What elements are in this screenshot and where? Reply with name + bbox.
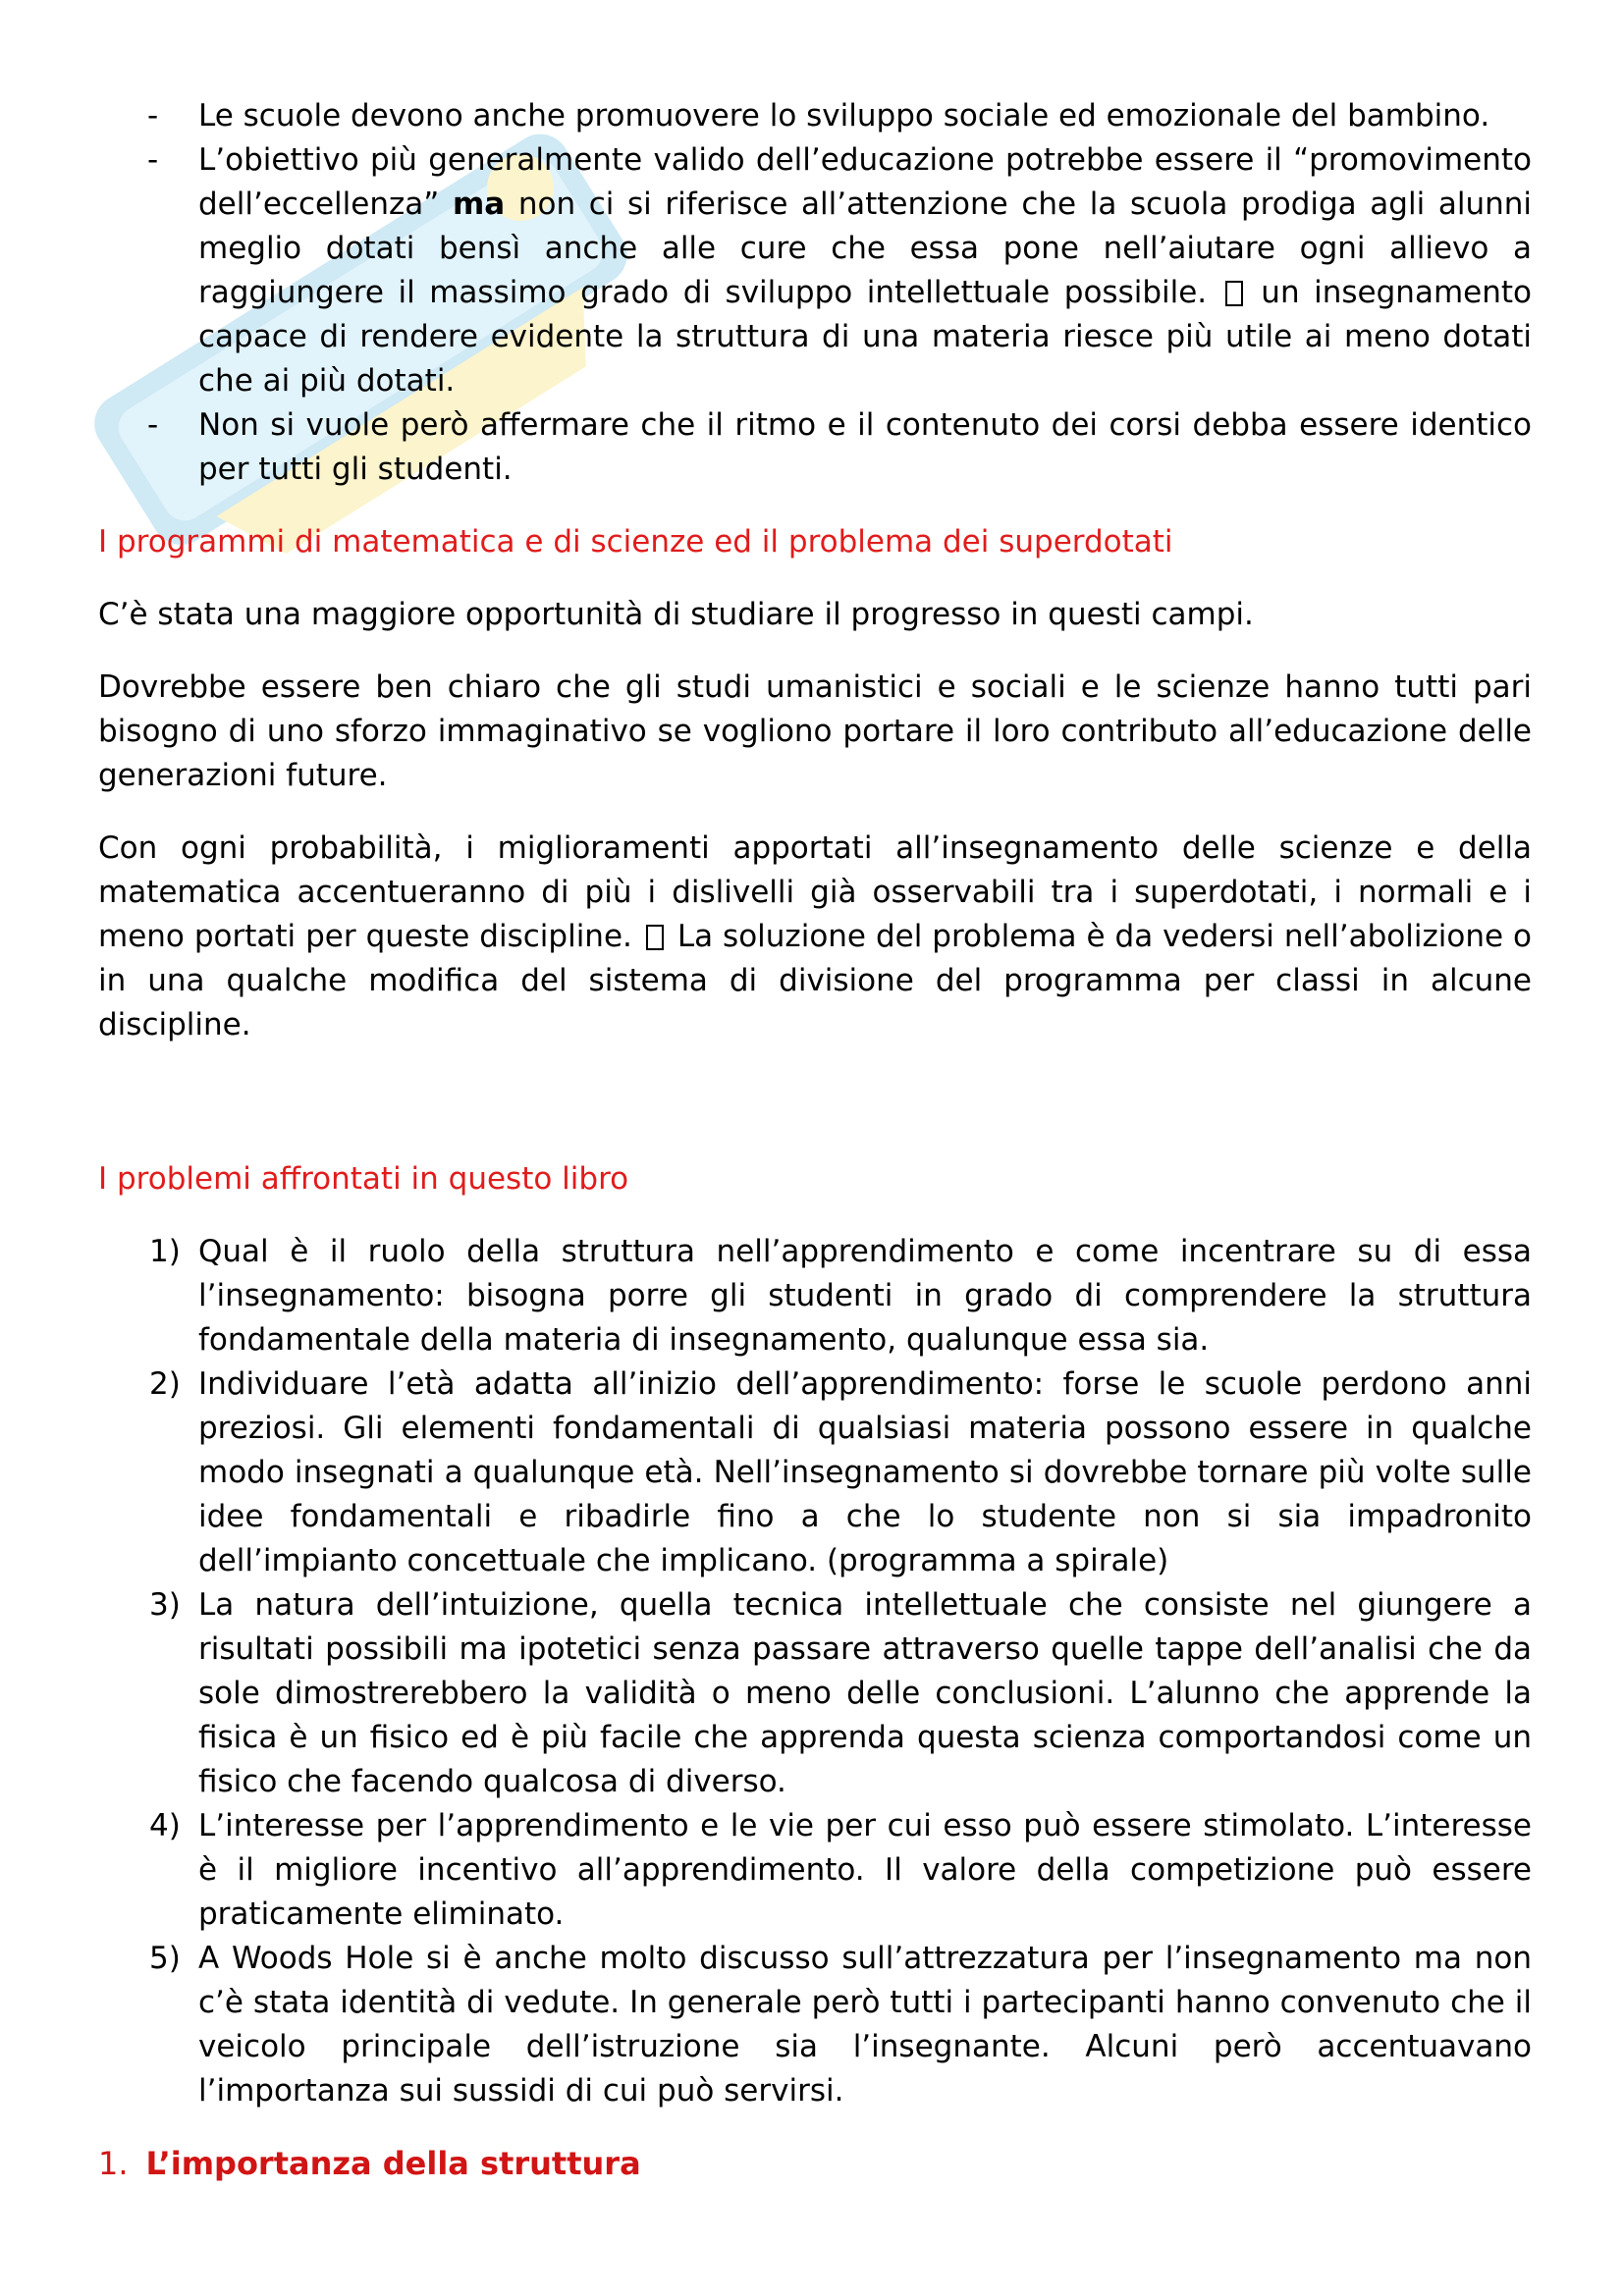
list-item-text: L’interesse per l’apprendimento e le vie per cui esso può essere stimolato. L’interesse è il migliore incentivo all’apprendimento. Il valore della competizione può essere praticamente eliminato.: [198, 1808, 1532, 1932]
list-item: [98, 403, 1532, 492]
list-number: 3): [149, 1587, 181, 1623]
bullet-text: non ci si riferisce all’attenzione che la scuola prodiga agli alunni meglio dotati bensì anche alle cure che essa pone nell’aiutare ogni allievo a raggiungere il massimo grado di sviluppo intellettuale possibile.: [198, 187, 1532, 310]
bullet-marker: -: [147, 142, 159, 178]
chapter-title: [98, 2142, 1532, 2186]
list-item-text: A Woods Hole si è anche molto discusso sull’attrezzatura per l’insegnamento ma non c’è stata identità di vedute. In generale però tutti i partecipanti hanno convenuto che il veicolo principale dell’istruzione sia l’insegnante. Alcuni però accentuavano l’importanza sui sussidi di cui può servirsi.: [198, 1941, 1532, 2109]
problems-numbered-list: [98, 1230, 1532, 2113]
section-heading-math: I programmi di matematica e di scienze ed il problema dei superdotati: [98, 524, 1173, 560]
paragraph: C’è stata una maggiore opportunità di studiare il progresso in questi campi.: [98, 597, 1254, 632]
bullet-text: L’obiettivo più generalmente valido dell’educazione potrebbe essere il “promovimento dell’eccellenza”: [198, 142, 1532, 222]
list-item: [98, 1804, 1532, 1937]
paragraph-text: Con ogni probabilità, i miglioramenti apportati all’insegnamento delle scienze e della matematica accentueranno di più i dislivelli già osservabili tra i superdotati, i normali e i meno portati per queste discipline.: [98, 830, 1532, 954]
list-number: 4): [149, 1808, 181, 1843]
bold-emphasis: ma: [452, 187, 506, 222]
list-number: 5): [149, 1941, 181, 1976]
list-item: [98, 94, 1532, 138]
chapter-number: 1.: [98, 2145, 129, 2182]
list-item: [98, 1230, 1532, 1362]
list-number: 2): [149, 1366, 181, 1402]
intro-bullet-list: [98, 94, 1532, 492]
list-item: [98, 1937, 1532, 2113]
bullet-text: Le scuole devono anche promuovere lo sviluppo sociale ed emozionale del bambino.: [198, 98, 1490, 133]
document-page: [98, 94, 1532, 2186]
list-item: [98, 1583, 1532, 1804]
list-item-text: Individuare l’età adatta all’inizio dell’apprendimento: forse le scuole perdono anni preziosi. Gli elementi fondamentali di qualsiasi materia possono essere in qualche modo insegnati a qualunque età. Nell’insegnamento si dovrebbe tornare più volte sulle idee fondamentali e ribadirle fino a che lo studente non si sia impadronito dell’impianto concettuale che implicano. (programma a spirale): [198, 1366, 1532, 1578]
bullet-text: Non si vuole però affermare che il ritmo e il contenuto dei corsi debba essere identico per tutti gli studenti.: [198, 407, 1532, 487]
bullet-text: un insegnamento capace di rendere evidente la struttura di una materia riesce più utile ai meno dotati che ai più dotati.: [198, 275, 1532, 399]
list-item-text: La natura dell’intuizione, quella tecnica intellettuale che consiste nel giungere a risultati possibili ma ipotetici senza passare attraverso quelle tappe dell’analisi che da sole dimostrerebbero la validità o meno delle conclusioni. L’alunno che apprende la fisica è un fisico ed è più facile che apprenda questa scienza comportandosi come un fisico che facendo qualcosa di diverso.: [198, 1587, 1532, 1799]
missing-glyph-icon: [1225, 281, 1243, 306]
list-item: [98, 1362, 1532, 1583]
section-heading-problems: I problemi affrontati in questo libro: [98, 1161, 629, 1197]
missing-glyph-icon: [646, 925, 664, 950]
list-item: [98, 138, 1532, 403]
list-item-text: Qual è il ruolo della struttura nell’apprendimento e come incentrare su di essa l’insegnamento: bisogna porre gli studenti in grado di comprendere la struttura fondamentale della materia di insegnamento, qualunque essa sia.: [198, 1234, 1532, 1358]
bullet-marker: -: [147, 407, 159, 443]
paragraph: Dovrebbe essere ben chiaro che gli studi umanistici e sociali e le scienze hanno tutti pari bisogno di uno sforzo immaginativo se vogliono portare il loro contributo all’educazione delle generazioni future.: [98, 669, 1532, 793]
bullet-marker: -: [147, 98, 159, 133]
paragraph: [98, 827, 1532, 1047]
paragraph-text: La soluzione del problema è da vedersi nell’abolizione o in una qualche modifica del sistema di divisione del programma per classi in alcune discipline.: [98, 919, 1532, 1042]
chapter-title-text: L’importanza della struttura: [145, 2145, 641, 2182]
list-number: 1): [149, 1234, 181, 1269]
